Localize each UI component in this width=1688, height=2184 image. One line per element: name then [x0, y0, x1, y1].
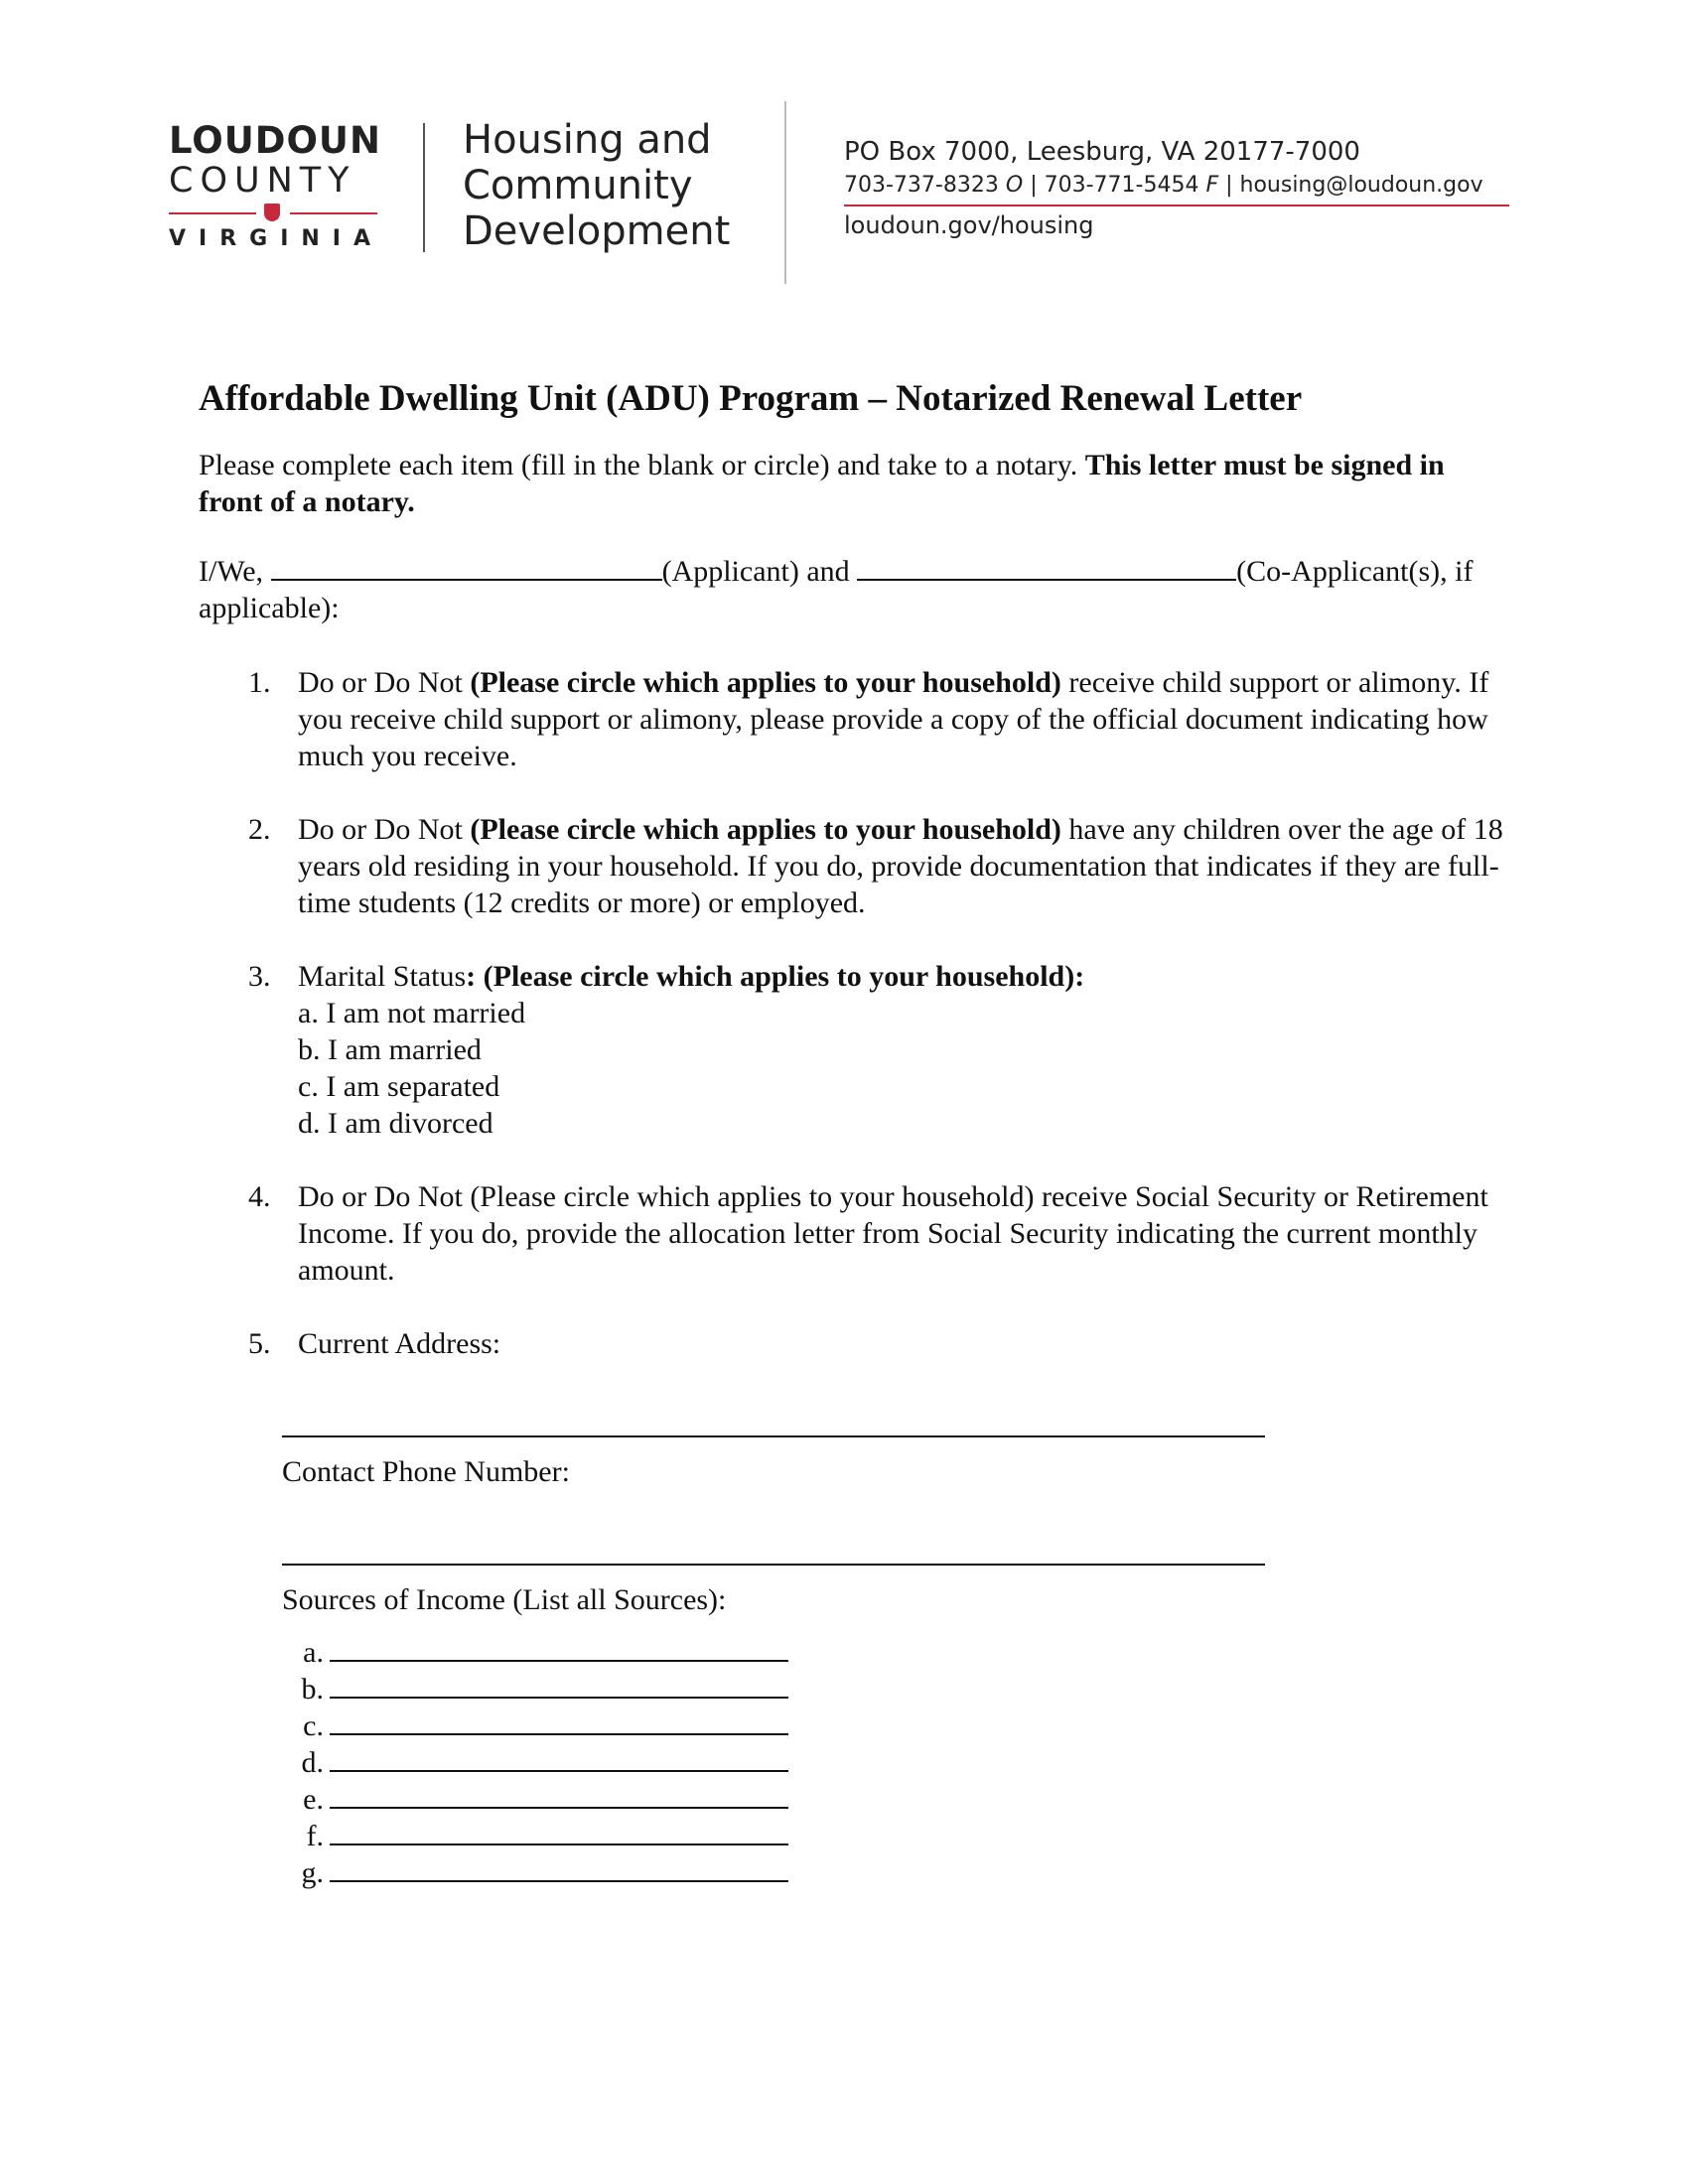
contact-phone-label: Contact Phone Number: — [282, 1455, 570, 1488]
contact-phone-field[interactable] — [282, 1528, 1265, 1566]
marital-option[interactable]: b. I am married — [298, 1033, 482, 1066]
income-source-row — [298, 1744, 1509, 1781]
item-lead: Marital Status — [298, 960, 467, 993]
marital-option[interactable]: a. I am not married — [298, 997, 526, 1029]
income-sources-label: Sources of Income (List all Sources): — [282, 1583, 727, 1616]
separator: | — [1030, 173, 1045, 198]
income-source-field[interactable] — [330, 1748, 788, 1772]
logo-divider — [423, 123, 425, 252]
item-number: 1. — [248, 666, 271, 699]
do-do-not-choice[interactable]: Do or Do Not — [298, 813, 471, 846]
mailing-address: PO Box 7000, Leesburg, VA 20177-7000 — [844, 137, 1360, 167]
income-sources-list — [298, 1634, 1509, 1891]
income-letter: f. — [306, 1820, 324, 1852]
item-number: 2. — [248, 813, 271, 846]
department-name — [463, 117, 730, 254]
income-letter: a. — [303, 1636, 324, 1669]
income-letter: g. — [301, 1856, 324, 1889]
marital-option[interactable]: d. I am divorced — [298, 1107, 493, 1140]
item-instruction: (Please circle which applies to your household) — [470, 666, 1061, 699]
income-letter: b. — [301, 1673, 324, 1706]
iwe-prefix: I/We, — [199, 555, 271, 588]
list-item — [199, 1325, 1509, 1891]
contact-block — [844, 135, 1509, 244]
applicant-name-field[interactable] — [271, 555, 662, 581]
department-line-1: Housing and — [463, 117, 712, 163]
letter-body — [199, 377, 1509, 1928]
income-source-row — [298, 1854, 1509, 1891]
co-applicant-label: (Co-Applicant(s), if applicable): — [199, 555, 1474, 624]
applicant-line — [199, 553, 1509, 626]
question-list — [199, 664, 1509, 1891]
income-source-row — [298, 1781, 1509, 1818]
contact-divider — [784, 101, 786, 284]
fax-label: F — [1205, 173, 1219, 198]
income-source-row — [298, 1707, 1509, 1744]
income-source-field[interactable] — [330, 1675, 788, 1699]
logo-rule-left — [169, 212, 256, 214]
item-instruction: (Please circle which applies to your household) — [470, 813, 1061, 846]
current-address-label: Current Address: — [298, 1327, 501, 1360]
item-text: have any children over the age of 18 years old residing in your household. If you do, provide documentation that indicates if they are full-time students (12 credits or more) or employed. — [298, 813, 1503, 919]
item-number: 3. — [248, 960, 271, 993]
income-letter: d. — [301, 1746, 324, 1779]
do-do-not-choice[interactable]: Do or Do Not — [298, 666, 471, 699]
website-link[interactable]: loudoun.gov/housing — [844, 211, 1094, 239]
email-link[interactable]: housing@loudoun.gov — [1239, 173, 1483, 198]
intro-text: Please complete each item (fill in the blank or circle) and take to a notary. — [199, 449, 1085, 481]
income-source-row — [298, 1634, 1509, 1671]
fax-phone: 703-771-5454 — [1044, 173, 1199, 198]
item-number: 4. — [248, 1180, 271, 1213]
list-item — [199, 958, 1509, 1142]
income-source-field[interactable] — [330, 1858, 788, 1882]
item-instruction: : (Please circle which applies to your household): — [466, 960, 1085, 993]
shield-icon — [264, 204, 280, 221]
office-label: O — [1005, 173, 1024, 198]
logo-line-1: LOUDOUN — [169, 119, 381, 162]
income-letter: c. — [303, 1709, 324, 1742]
applicant-label: (Applicant) and — [661, 555, 858, 588]
list-item — [199, 1178, 1509, 1289]
income-source-row — [298, 1818, 1509, 1854]
marital-option[interactable]: c. I am separated — [298, 1070, 500, 1103]
income-letter: e. — [303, 1783, 324, 1816]
item-number: 5. — [248, 1327, 271, 1360]
co-applicant-name-field[interactable] — [857, 555, 1236, 581]
item-text: receive child support or alimony. If you receive child support or alimony, please provide a copy of the official document indicating how much you receive. — [298, 666, 1489, 772]
office-phone: 703-737-8323 — [844, 173, 999, 198]
logo-line-3: VIRGINIA — [169, 226, 384, 251]
intro-paragraph — [199, 447, 1509, 520]
logo-line-2: COUNTY — [169, 161, 356, 201]
intro-bold: This letter must be signed in front of a notary. — [199, 449, 1445, 518]
list-item — [199, 664, 1509, 774]
separator: | — [1225, 173, 1240, 198]
loudoun-county-logo — [169, 119, 384, 252]
income-source-field[interactable] — [330, 1711, 788, 1735]
income-source-row — [298, 1671, 1509, 1707]
department-line-2: Community — [463, 163, 693, 208]
income-source-field[interactable] — [330, 1638, 788, 1662]
logo-rule — [169, 203, 377, 224]
current-address-field[interactable] — [282, 1400, 1265, 1437]
income-source-field[interactable] — [330, 1785, 788, 1809]
department-line-3: Development — [463, 208, 731, 254]
marital-status-options — [298, 995, 1509, 1142]
phone-email-line — [844, 169, 1509, 206]
income-source-field[interactable] — [330, 1822, 788, 1845]
item-text: Do or Do Not (Please circle which applies to your household) receive Social Security or Retirement Income. If you do, provide the allocation letter from Social Security indicating the current monthly amount. — [298, 1180, 1488, 1287]
list-item — [199, 811, 1509, 921]
logo-rule-right — [290, 212, 377, 214]
document-title: Affordable Dwelling Unit (ADU) Program – Notarized Renewal Letter — [199, 378, 1303, 419]
